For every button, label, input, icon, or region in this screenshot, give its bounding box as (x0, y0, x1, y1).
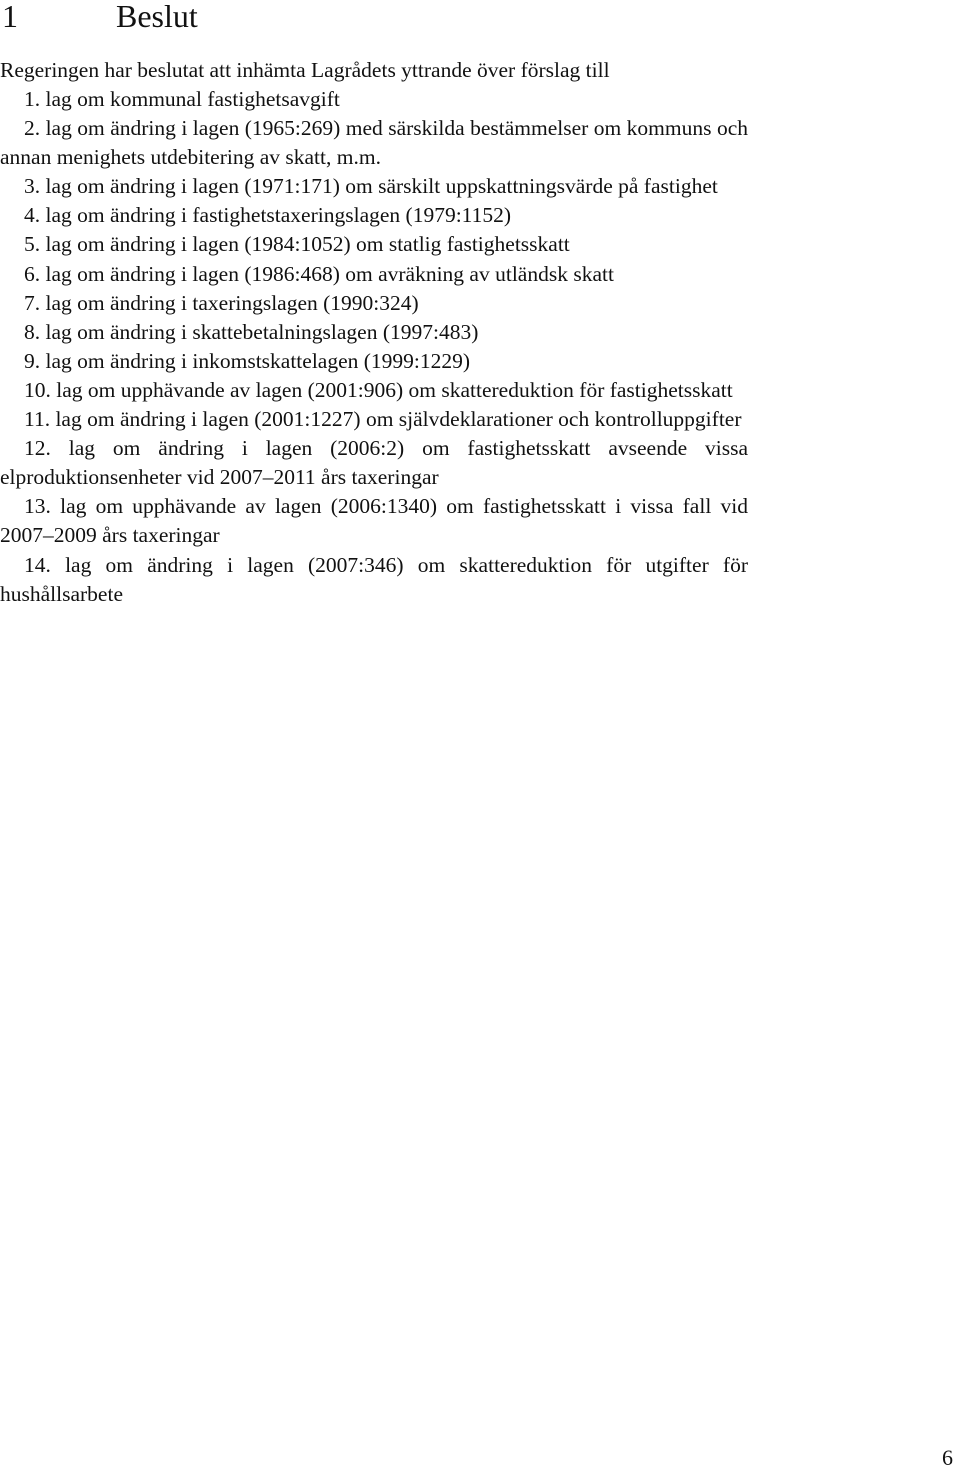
item-text: lag om ändring i lagen (1984:1052) om statlig fastighetsskatt (45, 232, 570, 257)
section-number: 1 (2, 0, 18, 34)
list-item (0, 172, 748, 201)
item-number: 12. (24, 436, 51, 461)
item-text: lag om ändring i lagen (1986:468) om avräkning av utländsk skatt (45, 261, 614, 286)
list-item (0, 347, 748, 376)
item-number: 8. (24, 319, 41, 344)
item-number: 9. (24, 348, 41, 373)
list-item (0, 230, 748, 259)
item-text: lag om ändring i fastighetstaxeringslagen (1979:1152) (45, 203, 512, 228)
item-text: lag om ändring i taxeringslagen (1990:324) (45, 290, 419, 315)
list-item (0, 434, 748, 492)
section-title: Beslut (116, 0, 198, 34)
item-text: lag om ändring i skattebetalningslagen (1997:483) (45, 319, 479, 344)
item-number: 4. (24, 203, 41, 228)
list-item (0, 551, 748, 609)
item-text: lag om ändring i lagen (1971:171) om särskilt uppskattningsvärde på fastighet (45, 174, 718, 199)
item-number: 7. (24, 290, 41, 315)
item-number: 11. (24, 407, 51, 432)
list-item (0, 201, 748, 230)
item-number: 13. (24, 494, 51, 519)
list-item (0, 114, 748, 172)
item-text: lag om kommunal fastighetsavgift (45, 87, 340, 111)
list-item (0, 85, 748, 114)
item-text: lag om ändring i inkomstskattelagen (1999:1229) (45, 348, 471, 373)
list-item (0, 318, 748, 347)
item-number: 2. (24, 116, 41, 141)
list-item (0, 260, 748, 289)
item-number: 3. (24, 174, 41, 199)
list-item (0, 492, 748, 550)
item-text: lag om ändring i lagen (1965:269) med särskilda bestämmelser om kommuns och annan menighets utdebitering av skatt, m.m. (0, 116, 748, 170)
item-number: 1. (24, 87, 41, 111)
item-text: lag om upphävande av lagen (2006:1340) om fastighetsskatt i vissa fall vid 2007–2009 års taxeringar (0, 494, 748, 548)
list-item (0, 405, 748, 434)
item-number: 10. (24, 377, 51, 402)
item-text: lag om ändring i lagen (2006:2) om fastighetsskatt avseende vissa elproduktionsenheter vid 2007–2011 års taxeringar (0, 436, 748, 490)
item-text: lag om ändring i lagen (2001:1227) om självdeklarationer och kontrolluppgifter (55, 407, 742, 432)
item-number: 6. (24, 261, 41, 286)
list-item (0, 376, 748, 405)
section-heading (2, 0, 198, 36)
item-number: 14. (24, 552, 51, 577)
item-number: 5. (24, 232, 41, 257)
intro-paragraph: Regeringen har beslutat att inhämta Lagrådets yttrande över förslag till (0, 58, 610, 82)
list-item (0, 289, 748, 318)
proposal-list (0, 85, 748, 609)
page-number: 6 (942, 1445, 953, 1470)
item-text: lag om upphävande av lagen (2001:906) om skattereduktion för fastighetsskatt (56, 377, 733, 402)
item-text: lag om ändring i lagen (2007:346) om skattereduktion för utgifter för hushållsarbete (0, 552, 748, 606)
